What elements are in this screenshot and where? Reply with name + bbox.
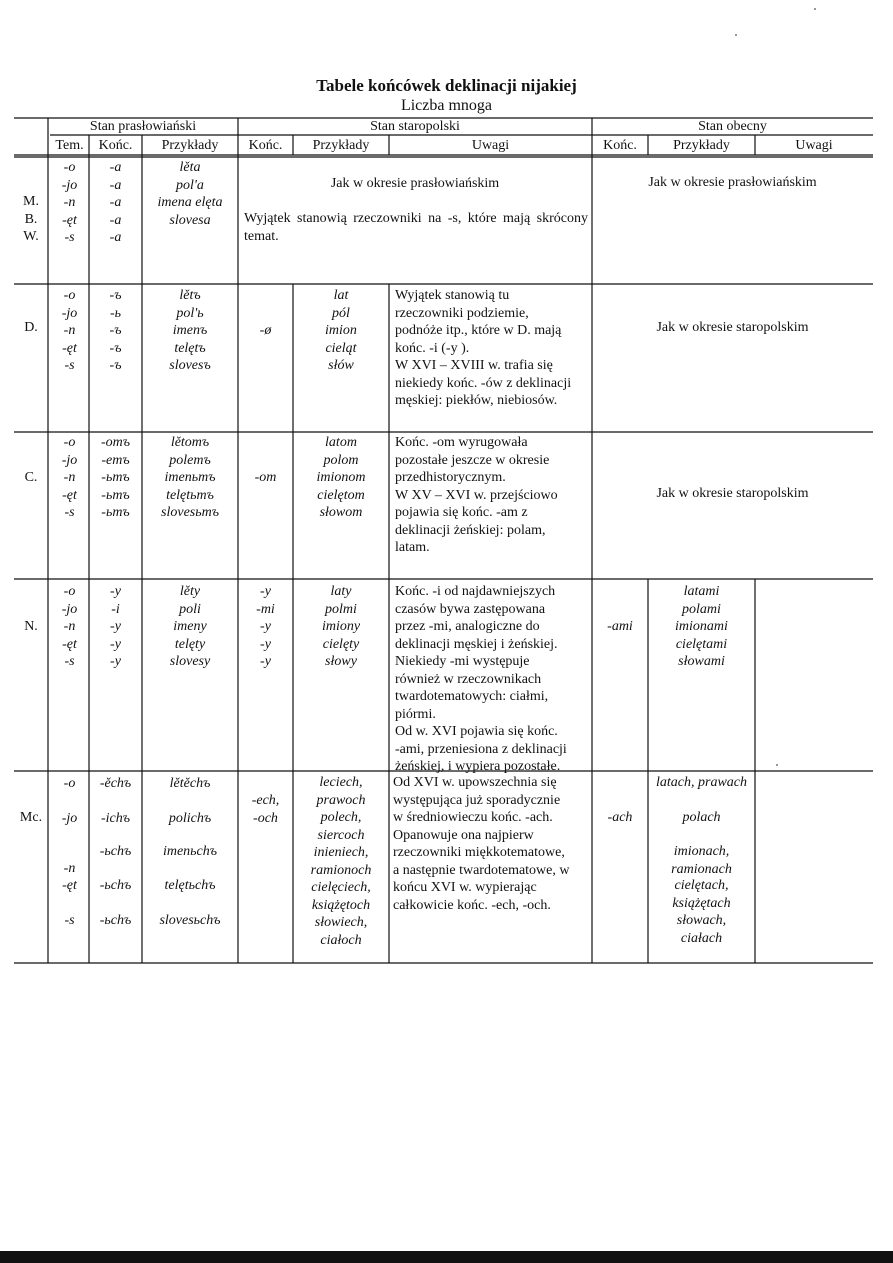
staro-note: Jak w okresie prasłowiańskim bbox=[330, 176, 500, 191]
przyklady-obecny-cell: słowach, ciałach bbox=[676, 913, 727, 946]
konc-staro-cell: -y -mi -y -y -y bbox=[256, 584, 275, 669]
tem-cell: -ęt bbox=[62, 878, 77, 893]
tem-cell: -o -jo -n -ęt -s bbox=[61, 288, 78, 373]
przyklady-staro-cell: laty polmi imiony cielęty słowy bbox=[321, 584, 361, 669]
przyklady-pra-cell: lětъ pol'ь imenъ telętъ slovesъ bbox=[169, 288, 211, 373]
konc-pra-cell: -ьchъ bbox=[99, 844, 132, 859]
przyklady-pra-cell: lětěchъ bbox=[169, 776, 211, 791]
tem-cell: -o bbox=[63, 776, 76, 791]
konc-staro-cell: -ø bbox=[259, 323, 272, 338]
group-header-praslowianski: Stan prasłowiański bbox=[89, 119, 197, 134]
obecny-note: Jak w okresie staropolskim bbox=[656, 320, 809, 335]
konc-pra-cell: -ьchъ bbox=[99, 878, 132, 893]
case-label: D. bbox=[24, 320, 38, 335]
col-header-przyklady-obecny: Przykłady bbox=[673, 138, 730, 153]
col-header-konc-obecny: Końc. bbox=[603, 138, 637, 153]
case-label: N. bbox=[24, 619, 38, 634]
col-header-tem: Tem. bbox=[55, 138, 84, 153]
scan-speck bbox=[814, 8, 816, 10]
col-header-uwagi-obecny: Uwagi bbox=[795, 138, 833, 153]
uwagi-staro-cell: Końc. -om wyrugowała pozostałe jeszcze w okresie przedhistorycznym. W XV – XVI w. przejściowo pojawia się końc. -am z deklinacji żeńskiej: polam, latam. bbox=[395, 435, 558, 555]
konc-pra-cell: -ěchъ bbox=[99, 776, 132, 791]
przyklady-pra-cell: lěta pol'a imena elęta slovesa bbox=[157, 160, 223, 228]
konc-pra-cell: -omъ -emъ -ьmъ -ьmъ -ьmъ bbox=[100, 435, 131, 520]
tem-cell: -o -jo -n -ęt -s bbox=[61, 435, 78, 520]
przyklady-staro-cell: latom polom imionom cielętom słowom bbox=[316, 435, 366, 520]
przyklady-pra-cell: slovesьchъ bbox=[159, 913, 221, 928]
konc-staro-cell: -ech, -och bbox=[251, 793, 280, 826]
konc-pra-cell: -ъ -ь -ъ -ъ -ъ bbox=[109, 288, 122, 373]
col-header-przyklady-staro: Przykłady bbox=[312, 138, 370, 153]
przyklady-staro-cell: leciech, prawoch polech, siercoch inieniech, ramionoch cielęciech, książętoch słowiech, ciałoch bbox=[310, 775, 372, 948]
col-header-konc-staro: Końc. bbox=[248, 138, 283, 153]
konc-obecny-cell: -ami bbox=[607, 619, 633, 634]
case-label: M. B. W. bbox=[23, 194, 39, 244]
tem-cell: -s bbox=[64, 913, 75, 928]
tem-cell: -n bbox=[63, 861, 76, 876]
tem-cell: -o -jo -n -ęt -s bbox=[61, 584, 78, 669]
przyklady-pra-cell: imenьchъ bbox=[162, 844, 218, 859]
tem-cell: -o -jo -n -ęt -s bbox=[61, 160, 78, 245]
scan-speck bbox=[735, 34, 737, 36]
case-label: C. bbox=[24, 470, 38, 485]
table-subtitle: Liczba mnoga bbox=[400, 97, 493, 114]
przyklady-obecny-cell: imionach, ramionach bbox=[671, 844, 732, 877]
przyklady-obecny-cell: latach, prawach bbox=[656, 775, 747, 790]
group-header-obecny: Stan obecny bbox=[698, 119, 767, 134]
konc-pra-cell: -ichъ bbox=[100, 811, 131, 826]
uwagi-staro-cell: Od XVI w. upowszechnia się występująca już sporadycznie w średniowieczu końc. -ach. Opanowuje ona najpierw rzeczowniki miękkotematowe, a następnie twardotematowe, w końcu XVI w. wypierając całkowicie końc. -ech, -och. bbox=[393, 775, 570, 913]
obecny-note: Jak w okresie staropolskim bbox=[656, 486, 809, 501]
konc-pra-cell: -y -i -y -y -y bbox=[110, 584, 121, 669]
przyklady-pra-cell: telętьchъ bbox=[164, 878, 216, 893]
col-header-konc-pra: Końc. bbox=[98, 138, 133, 153]
przyklady-staro-cell: lat pól imion cieląt słów bbox=[325, 288, 357, 373]
table-title: Tabele końcówek deklinacji nijakiej bbox=[316, 76, 577, 95]
col-header-uwagi-staro: Uwagi bbox=[471, 138, 510, 153]
staro-exception-note: Wyjątek stanowią rzeczowniki na -s, które mają skrócony temat. bbox=[244, 211, 588, 244]
case-label: Mc. bbox=[19, 810, 43, 825]
uwagi-staro-cell: Wyjątek stanowią tu rzeczowniki podziemie, podnóże itp., które w D. mają końc. -i (-y ). W XVI – XVIII w. trafia się niekiedy końc. -ów z deklinacji męskiej: piekłów, niebiosów. bbox=[395, 288, 572, 408]
konc-obecny-cell: -ach bbox=[607, 810, 633, 825]
przyklady-obecny-cell: polach bbox=[682, 810, 721, 825]
przyklady-obecny-cell: latami polami imionami cielętami słowami bbox=[675, 584, 728, 669]
przyklady-pra-cell: lětomъ polemъ imenьmъ telętьmъ slovesьmъ bbox=[161, 435, 219, 520]
przyklady-pra-cell: lěty poli imeny telęty slovesy bbox=[169, 584, 211, 669]
col-header-przyklady-pra: Przykłady bbox=[161, 138, 219, 153]
przyklady-obecny-cell: cielętach, książętach bbox=[672, 878, 731, 911]
konc-staro-cell: -om bbox=[254, 470, 277, 485]
group-header-staropolski: Stan staropolski bbox=[370, 119, 460, 134]
tem-cell: -jo bbox=[61, 811, 78, 826]
obecny-note: Jak w okresie prasłowiańskim bbox=[648, 175, 817, 190]
scan-speck bbox=[776, 764, 778, 766]
scan-bottom-edge bbox=[0, 1251, 893, 1263]
uwagi-staro-cell: Końc. -i od najdawniejszych czasów bywa zastępowana przez -mi, analogiczne do deklinacji męskiej i żeńskiej. Niekiedy -mi występuje również w rzeczownikach twardotematowych: ciałmi, piórmi. Od w. XVI pojawia się końc. -ami, przeniesiona z deklinacji żeńskiej, i wypiera pozostałe. bbox=[395, 584, 567, 774]
przyklady-pra-cell: polichъ bbox=[168, 811, 212, 826]
konc-pra-cell: -ьchъ bbox=[99, 913, 132, 928]
konc-pra-cell: -a -a -a -a -a bbox=[109, 160, 122, 245]
